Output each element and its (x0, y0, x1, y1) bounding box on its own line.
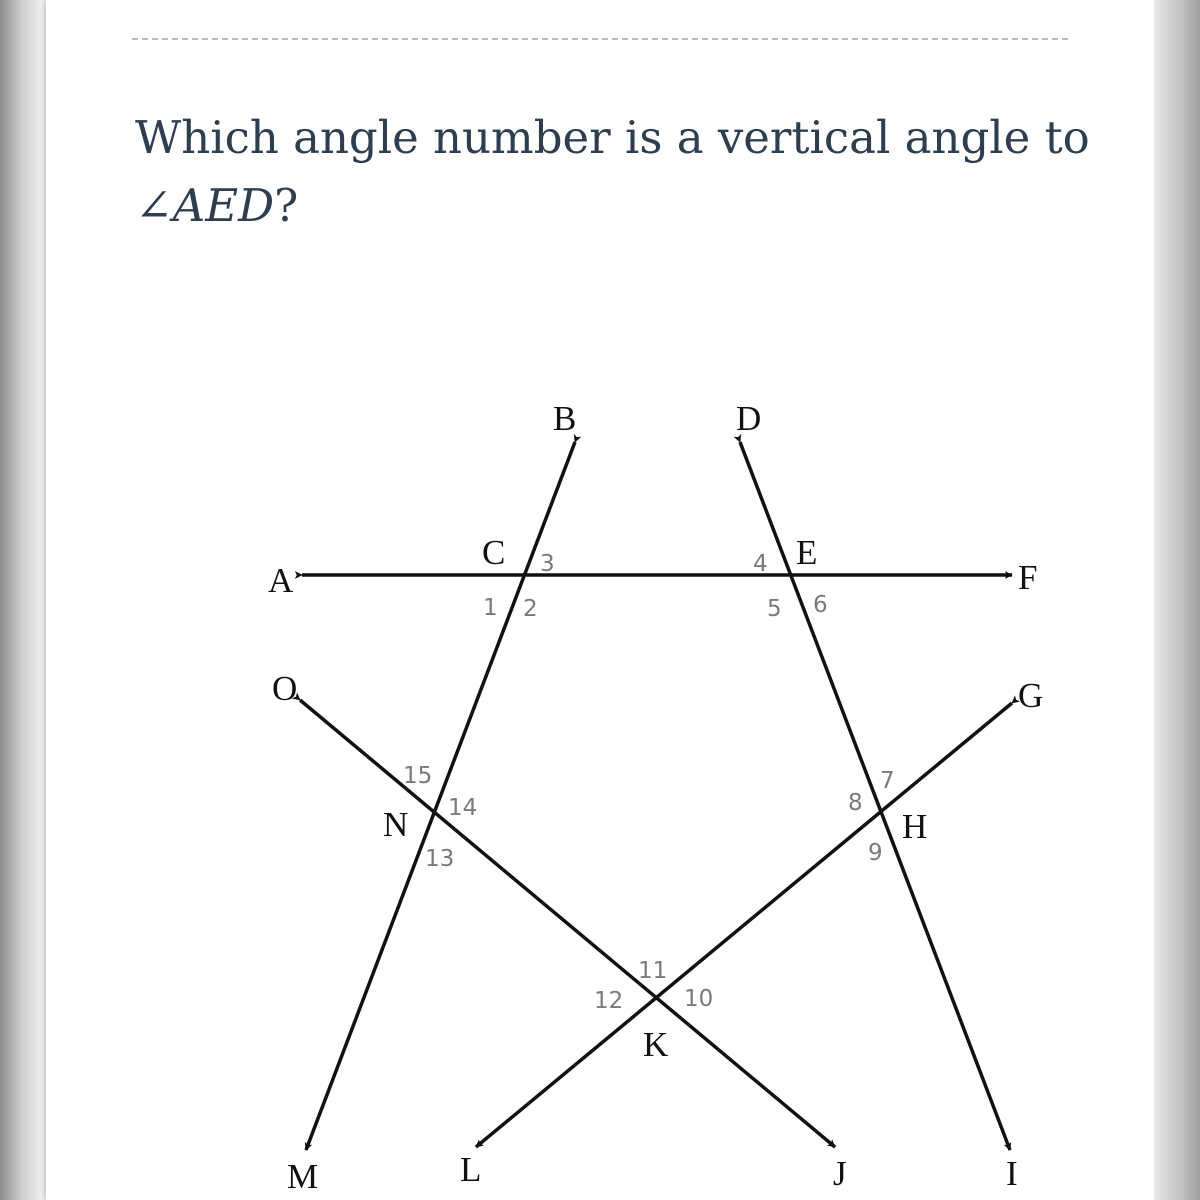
point-label-G: G (1018, 676, 1044, 715)
angle-label-9: 9 (868, 840, 883, 866)
point-label-A: A (268, 561, 294, 600)
point-label-L: L (460, 1150, 482, 1189)
point-label-F: F (1018, 558, 1038, 597)
angle-label-7: 7 (880, 768, 895, 794)
point-label-D: D (736, 399, 762, 438)
angle-label-13: 13 (425, 846, 455, 872)
question-mark: ? (274, 179, 299, 232)
point-label-I: I (1006, 1154, 1018, 1193)
question-prompt: Which angle number is a vertical angle to (135, 111, 1090, 164)
point-label-O: O (272, 669, 298, 708)
angle-label-15: 15 (403, 763, 433, 789)
point-label-K: K (643, 1025, 669, 1064)
line-OJ (300, 700, 835, 1147)
angle-symbol: ∠ (135, 179, 173, 232)
angle-label-11: 11 (638, 958, 668, 984)
angle-label-8: 8 (848, 790, 863, 816)
line-DI (740, 442, 1010, 1150)
point-label-B: B (553, 399, 577, 438)
angle-label-5: 5 (767, 596, 782, 622)
angle-label-12: 12 (594, 988, 624, 1014)
line-BM (306, 442, 575, 1150)
angle-label-14: 14 (448, 795, 478, 821)
point-label-E: E (796, 533, 818, 572)
point-label-H: H (902, 807, 928, 846)
angle-label-10: 10 (684, 986, 714, 1012)
angle-label-1: 1 (483, 595, 498, 621)
angle-name: AED (172, 179, 275, 232)
point-label-C: C (482, 533, 506, 572)
angle-label-6: 6 (813, 592, 828, 618)
line-GL (476, 703, 1012, 1147)
point-label-M: M (287, 1157, 319, 1196)
angle-label-3: 3 (540, 551, 555, 577)
point-label-N: N (383, 805, 409, 844)
angle-label-4: 4 (753, 551, 768, 577)
angle-label-2: 2 (523, 596, 538, 622)
point-label-J: J (833, 1154, 847, 1193)
